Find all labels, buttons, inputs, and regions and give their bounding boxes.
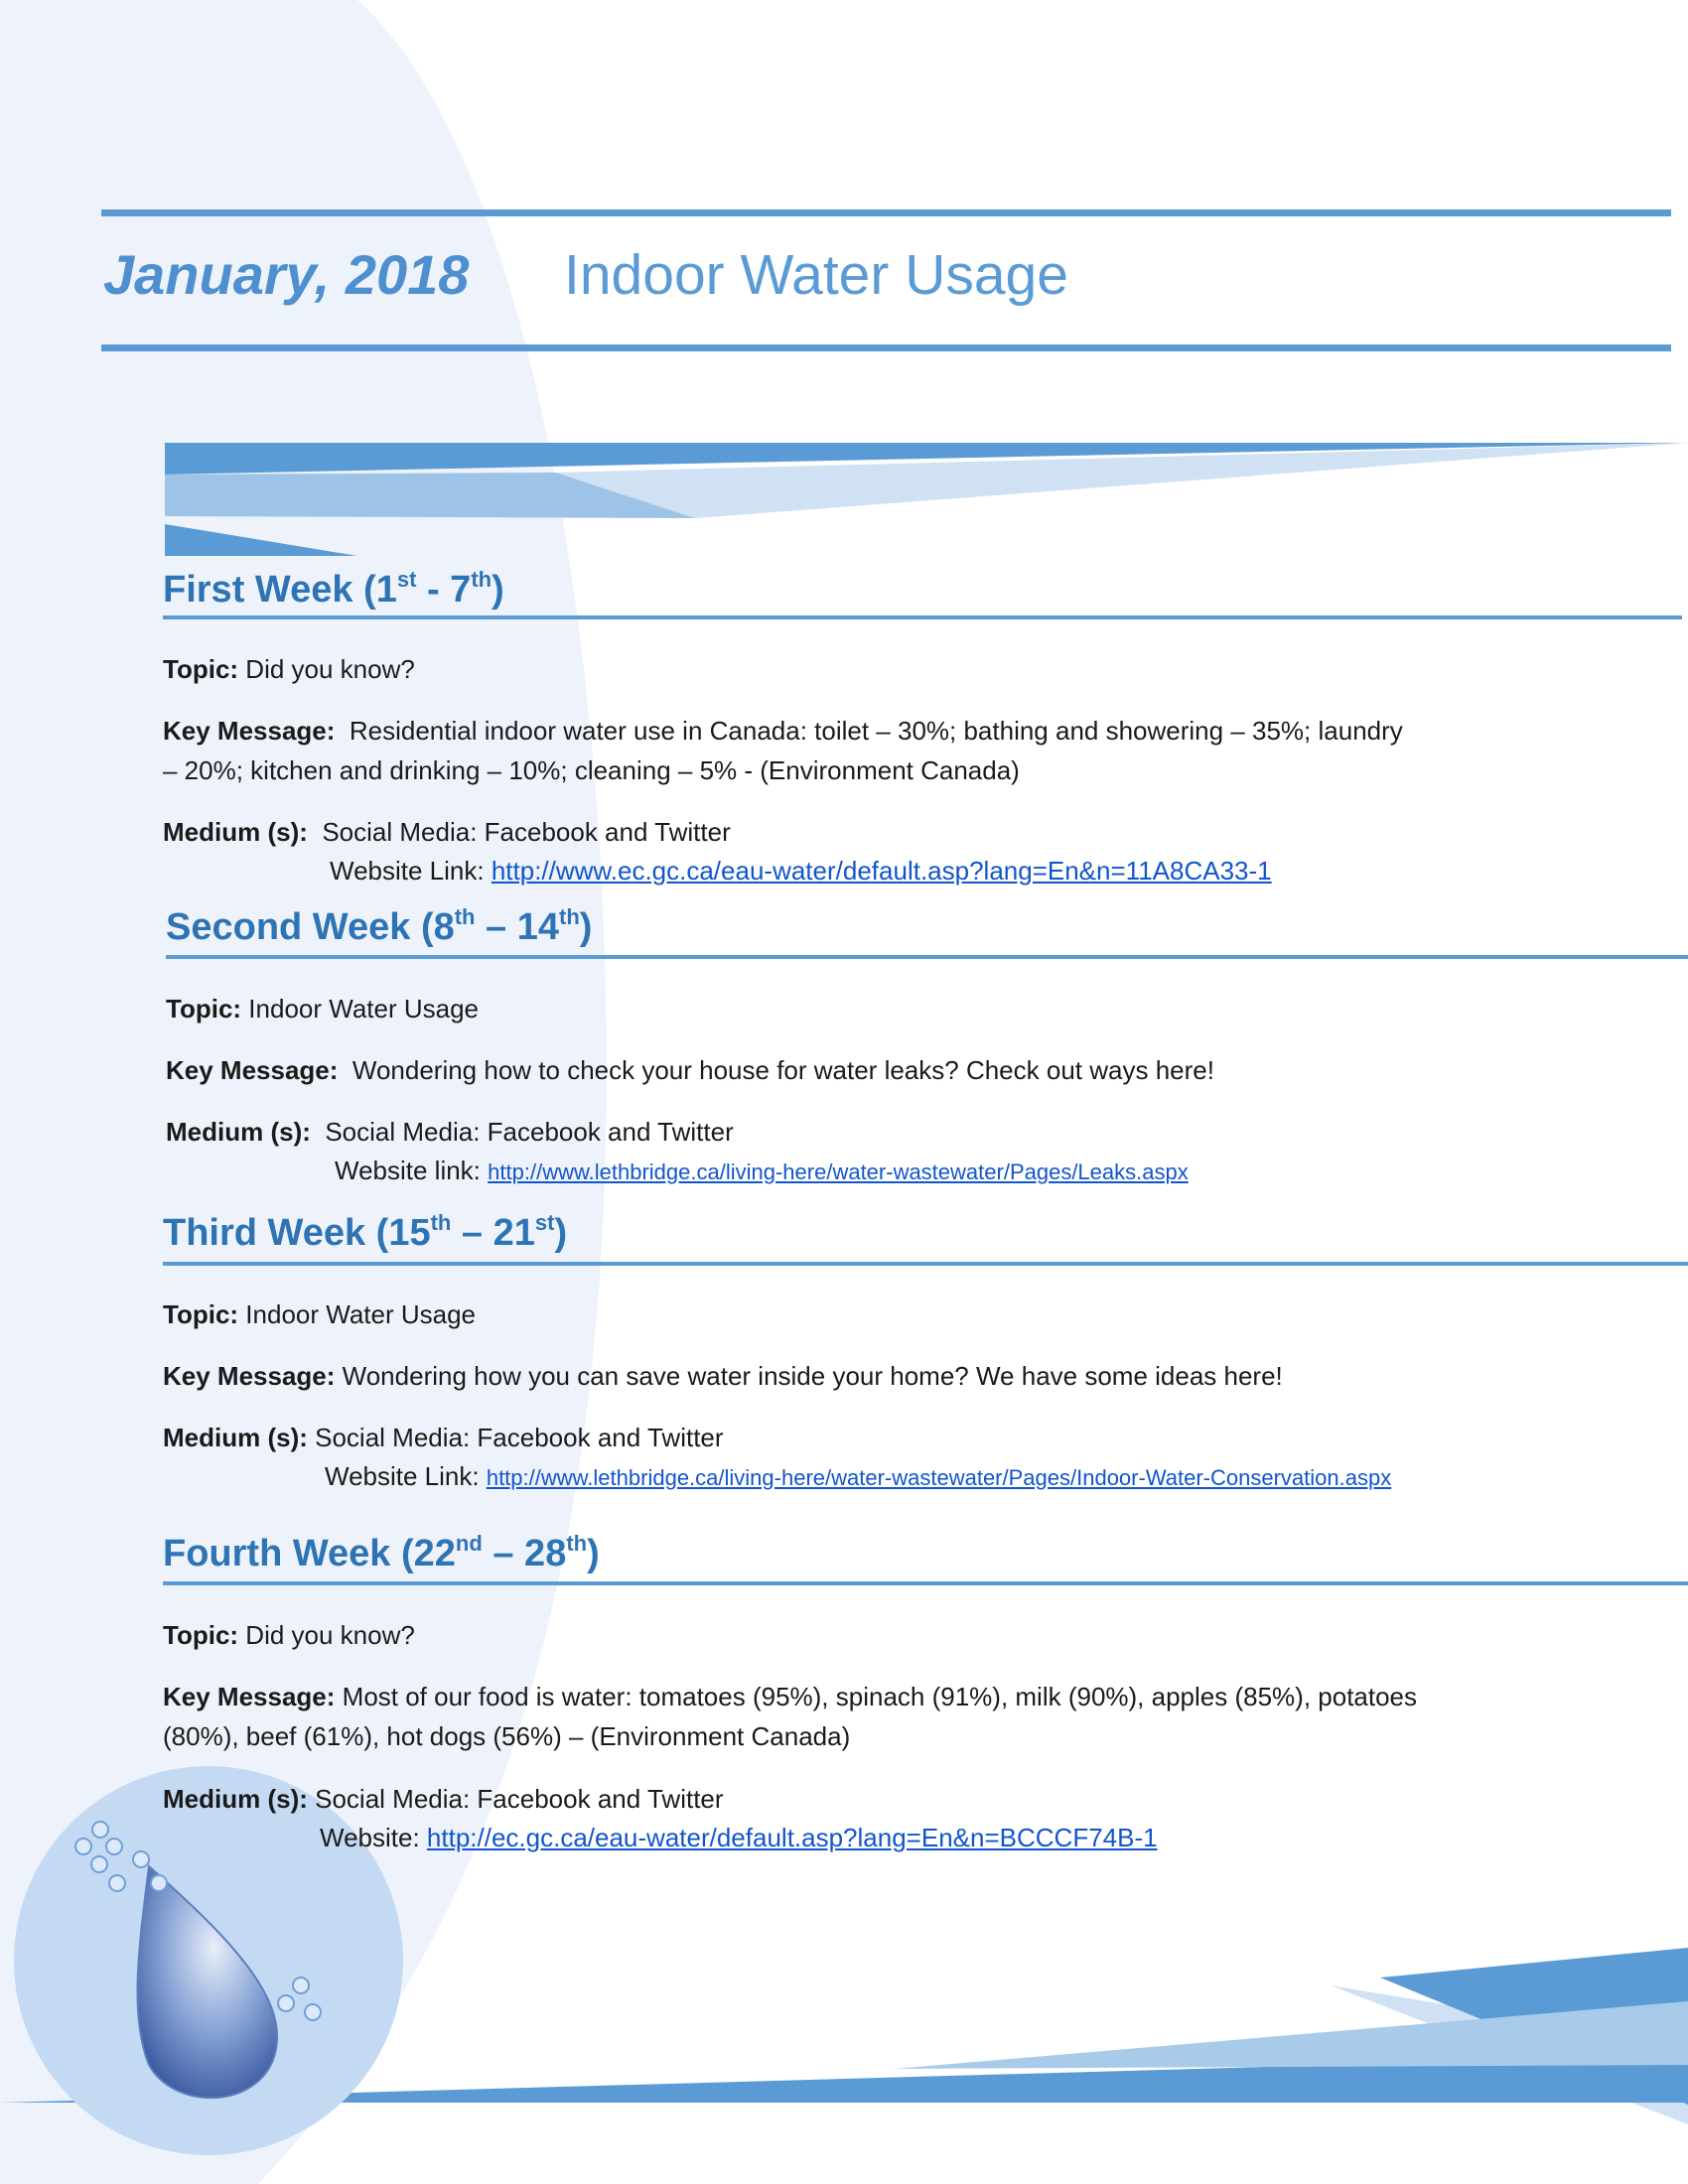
header-rule-bottom [101, 344, 1671, 351]
week-key-message: Key Message: Residential indoor water use in Canada: toilet – 30%; bathing and showering – 35%; laundry – 20%; kitchen and drinking – 10%; cleaning – 5% - (Environment Canada) [163, 716, 1403, 785]
week-key-message: Key Message: Most of our food is water: tomatoes (95%), spinach (91%), milk (90%), apples (85%), potatoes (80%), beef (61%), hot dogs (56%) – (Environment Canada) [163, 1682, 1418, 1751]
website-link[interactable]: http://www.lethbridge.ca/living-here/water-wastewater/Pages/Leaks.aspx [488, 1160, 1189, 1184]
website-link[interactable]: http://www.ec.gc.ca/eau-water/default.asp?lang=En&n=11A8CA33-1 [491, 856, 1272, 886]
week-medium: Medium (s): Social Media: Facebook and Twitter Website Link: http://www.ec.gc.ca/eau-water/default.asp?lang=En&n=11A8CA33-1 [163, 817, 1272, 886]
week-topic: Topic: Indoor Water Usage [166, 994, 479, 1024]
week-heading: Third Week (15th – 21st) [163, 1210, 568, 1254]
week-key-message: Key Message: Wondering how you can save water inside your home? We have some ideas here! [163, 1361, 1283, 1391]
header-rule-top [101, 209, 1671, 216]
week-topic: Topic: Did you know? [163, 654, 415, 684]
website-link[interactable]: http://www.lethbridge.ca/living-here/water-wastewater/Pages/Indoor-Water-Conservation.aspx [486, 1465, 1392, 1490]
week-heading: First Week (1st - 7th) [163, 567, 504, 611]
week-topic: Topic: Did you know? [163, 1620, 415, 1650]
header-date: January, 2018 [103, 243, 470, 306]
week-rule-2 [166, 955, 1688, 959]
week-rule-1 [163, 615, 1682, 619]
week-rule-3 [163, 1262, 1688, 1266]
week-section-4 [163, 1531, 600, 1575]
week-medium: Medium (s): Social Media: Facebook and Twitter Website Link: http://www.lethbridge.ca/living-here/water-wastewater/Pages/Indoor-Water-Conservation.aspx [163, 1423, 1392, 1491]
website-link[interactable]: http://ec.gc.ca/eau-water/default.asp?lang=En&n=BCCCF74B-1 [426, 1823, 1158, 1852]
week-heading: Second Week (8th – 14th) [166, 904, 593, 948]
week-medium: Medium (s): Social Media: Facebook and Twitter Website: http://ec.gc.ca/eau-water/default.asp?lang=En&n=BCCCF74B-1 [163, 1784, 1158, 1852]
header-topic: Indoor Water Usage [564, 243, 1068, 307]
week-section-3 [163, 1210, 568, 1255]
week-heading: Fourth Week (22nd – 28th) [163, 1531, 600, 1574]
week-topic: Topic: Indoor Water Usage [163, 1299, 476, 1329]
week-section-2 [166, 904, 593, 949]
week-rule-4 [163, 1581, 1688, 1585]
week-key-message: Key Message: Wondering how to check your house for water leaks? Check out ways here! [166, 1055, 1214, 1085]
week-medium: Medium (s): Social Media: Facebook and Twitter Website link: http://www.lethbridge.ca/living-here/water-wastewater/Pages/Leaks.aspx [166, 1117, 1189, 1185]
week-section-1 [163, 567, 504, 612]
